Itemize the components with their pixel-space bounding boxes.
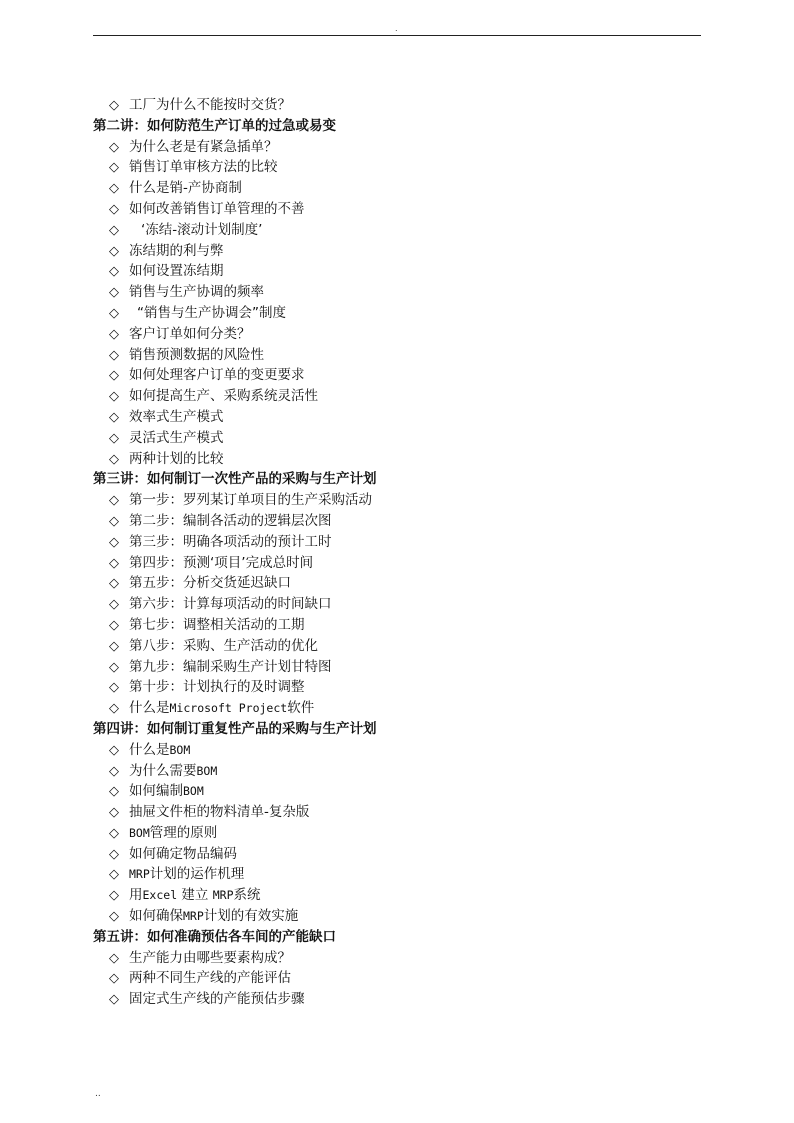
list-item: ◇ 为什么需要BOM (93, 761, 713, 782)
diamond-bullet-icon: ◇ (109, 368, 119, 384)
diamond-bullet-icon: ◇ (109, 617, 119, 633)
diamond-bullet-icon: ◇ (109, 326, 119, 342)
diamond-bullet-icon: ◇ (109, 742, 119, 758)
list-item: ◇ BOM管理的原则 (93, 823, 713, 844)
list-item: ◇ 抽屉文件柜的物料清单-复杂版 (93, 802, 713, 823)
diamond-bullet-icon: ◇ (109, 909, 119, 925)
diamond-bullet-icon: ◇ (109, 825, 119, 841)
diamond-bullet-icon: ◇ (109, 784, 119, 800)
section-heading: 第三讲：如何制订一次性产品的采购与生产计划 (93, 471, 377, 488)
diamond-bullet-icon: ◇ (109, 201, 119, 217)
list-item: ◇ 第二步：编制各活动的逻辑层次图 (93, 511, 713, 532)
list-item: ◇ 第四步：预测‘项目’完成总时间 (93, 553, 713, 574)
diamond-bullet-icon: ◇ (109, 701, 119, 717)
diamond-bullet-icon: ◇ (109, 555, 119, 571)
diamond-bullet-icon: ◇ (109, 638, 119, 654)
list-item: ◇ 如何处理客户订单的变更要求 (93, 365, 713, 386)
list-item: ◇ 第八步：采购、生产活动的优化 (93, 636, 713, 657)
list-item: ◇ 生产能力由哪些要素构成？ (93, 948, 713, 969)
list-item: ◇ 什么是BOM (93, 740, 713, 761)
diamond-bullet-icon: ◇ (109, 846, 119, 862)
list-item: ◇ 如何确定物品编码 (93, 844, 713, 865)
list-item: ◇ 固定式生产线的产能预估步骤 (93, 989, 713, 1010)
diamond-bullet-icon: ◇ (109, 389, 119, 405)
list-item: ◇ 工厂为什么不能按时交货？ (93, 95, 713, 116)
diamond-bullet-icon: ◇ (109, 243, 119, 259)
diamond-bullet-icon: ◇ (109, 139, 119, 155)
list-item: ◇ “销售与生产协调会”制度 (93, 303, 713, 324)
diamond-bullet-icon: ◇ (109, 493, 119, 509)
header-rule (93, 35, 701, 36)
section-heading: 第二讲：如何防范生产订单的过急或易变 (93, 117, 336, 134)
diamond-bullet-icon: ◇ (109, 430, 119, 446)
list-item: ◇ 如何设置冻结期 (93, 261, 713, 282)
diamond-bullet-icon: ◇ (109, 576, 119, 592)
list-item: ◇ 冻结期的利与弊 (93, 241, 713, 262)
diamond-bullet-icon: ◇ (109, 867, 119, 883)
list-item: ◇ 两种不同生产线的产能评估 (93, 968, 713, 989)
list-item: ◇ 第六步：计算每项活动的时间缺口 (93, 594, 713, 615)
list-item: ◇ 第七步：调整相关活动的工期 (93, 615, 713, 636)
diamond-bullet-icon: ◇ (109, 659, 119, 675)
list-item: ◇ 销售预测数据的风险性 (93, 345, 713, 366)
list-item: ◇ 销售与生产协调的频率 (93, 282, 713, 303)
section-heading: 第五讲：如何准确预估各车间的产能缺口 (93, 928, 336, 945)
list-item: ◇ 第九步：编制采购生产计划甘特图 (93, 657, 713, 678)
diamond-bullet-icon: ◇ (109, 285, 119, 301)
diamond-bullet-icon: ◇ (109, 409, 119, 425)
list-item: ◇ 如何编制BOM (93, 781, 713, 802)
diamond-bullet-icon: ◇ (109, 305, 119, 321)
document-body (93, 95, 713, 1010)
diamond-bullet-icon: ◇ (109, 950, 119, 966)
list-item: ◇ 客户订单如何分类？ (93, 324, 713, 345)
section-heading: 第四讲：如何制订重复性产品的采购与生产计划 (93, 720, 377, 737)
list-item: ◇ 第三步：明确各项活动的预计工时 (93, 532, 713, 553)
list-item: ◇ 两种计划的比较 (93, 449, 713, 470)
diamond-bullet-icon: ◇ (109, 680, 119, 696)
list-item: ◇ 如何确保MRP计划的有效实施 (93, 906, 713, 927)
list-item: ◇ MRP计划的运作机理 (93, 864, 713, 885)
diamond-bullet-icon: ◇ (109, 534, 119, 550)
diamond-bullet-icon: ◇ (109, 347, 119, 363)
list-item: ◇ ‘冻结-滚动计划制度’ (93, 220, 713, 241)
list-item: ◇ 用Excel 建立 MRP系统 (93, 885, 713, 906)
diamond-bullet-icon: ◇ (109, 597, 119, 613)
diamond-bullet-icon: ◇ (109, 222, 119, 238)
diamond-bullet-icon: ◇ (109, 264, 119, 280)
diamond-bullet-icon: ◇ (109, 971, 119, 987)
diamond-bullet-icon: ◇ (109, 888, 119, 904)
list-item: ◇ 如何提高生产、采购系统灵活性 (93, 386, 713, 407)
diamond-bullet-icon: ◇ (109, 98, 119, 113)
diamond-bullet-icon: ◇ (109, 805, 119, 821)
diamond-bullet-icon: ◇ (109, 763, 119, 779)
diamond-bullet-icon: ◇ (109, 513, 119, 529)
diamond-bullet-icon: ◇ (109, 992, 119, 1008)
header-mark: . (395, 24, 398, 33)
list-item: ◇ 第五步：分析交货延迟缺口 (93, 573, 713, 594)
list-item: ◇ 灵活式生产模式 (93, 428, 713, 449)
list-item: ◇ 什么是Microsoft Project软件 (93, 698, 713, 719)
list-item: ◇ 第一步：罗列某订单项目的生产采购活动 (93, 490, 713, 511)
diamond-bullet-icon: ◇ (109, 160, 119, 176)
list-item: ◇ 如何改善销售订单管理的不善 (93, 199, 713, 220)
list-item: ◇ 第十步：计划执行的及时调整 (93, 677, 713, 698)
list-item: ◇ 效率式生产模式 (93, 407, 713, 428)
list-item: ◇ 销售订单审核方法的比较 (93, 157, 713, 178)
diamond-bullet-icon: ◇ (109, 451, 119, 467)
footer-mark: .. (95, 1089, 101, 1099)
list-item: ◇ 什么是销-产协商制 (93, 178, 713, 199)
diamond-bullet-icon: ◇ (109, 181, 119, 197)
list-item: ◇ 为什么老是有紧急插单？ (93, 137, 713, 158)
